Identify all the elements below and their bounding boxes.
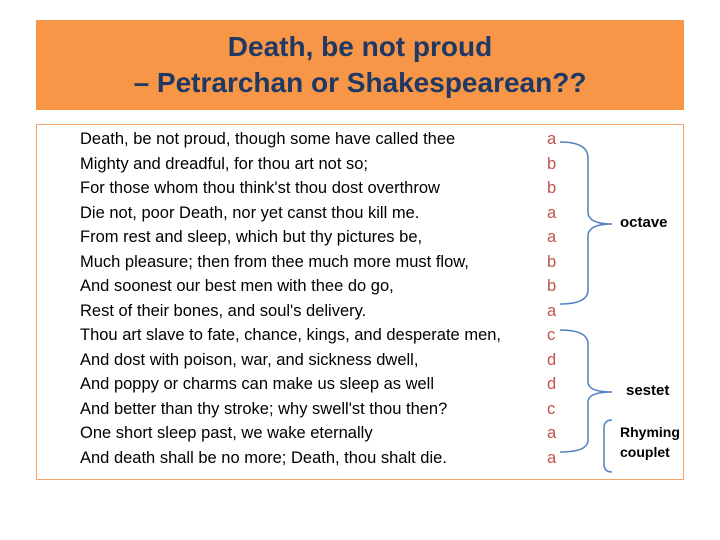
poem-line-text: From rest and sleep, which but thy pictures be,	[80, 228, 423, 246]
rhyme-letter: b	[547, 277, 557, 295]
rhyme-letter: c	[547, 399, 556, 418]
rhyme-letter: d	[547, 375, 557, 393]
rhyme-letter: d	[547, 350, 557, 369]
slide-title-line-2: – Petrarchan or Shakespearean??	[133, 67, 587, 98]
poem-line-text: And poppy or charms can make us sleep as well	[80, 375, 435, 393]
rhyme-letter: c	[547, 326, 556, 344]
poem-line-text: Rest of their bones, and soul's delivery.	[80, 301, 367, 320]
poem-line-text: One short sleep past, we wake eternally	[80, 424, 373, 442]
couplet-label	[620, 422, 680, 462]
rhyme-letter: b	[547, 179, 557, 197]
poem-line-text: And better than thy stroke; why swell'st thou then?	[80, 399, 448, 418]
rhyme-letter: a	[547, 203, 557, 222]
octave-label: octave	[620, 214, 668, 231]
poem-line-text: And death shall be no more; Death, thou shalt die.	[80, 448, 447, 467]
rhyme-letter: a	[547, 301, 557, 320]
poem-line-text: Mighty and dreadful, for thou art not so;	[80, 154, 369, 173]
poem-line-text: And dost with poison, war, and sickness dwell,	[80, 350, 419, 369]
slide-title-line-1: Death, be not proud	[227, 31, 493, 62]
rhyme-letter: a	[547, 130, 557, 148]
octave-bracket	[560, 142, 612, 304]
poem-line-text: Thou art slave to fate, chance, kings, and desperate men,	[80, 326, 501, 344]
poem-line-text: Much pleasure; then from thee much more must flow,	[80, 252, 469, 271]
rhyme-letter: a	[547, 448, 557, 467]
rhyme-letter: a	[547, 424, 557, 442]
rhyme-letter: b	[547, 252, 557, 271]
poem-line-text: Die not, poor Death, nor yet canst thou kill me.	[80, 203, 420, 222]
couplet-label-line-1: Rhyming	[620, 424, 680, 440]
rhyme-letter: a	[547, 228, 557, 246]
rhyme-letter: b	[547, 154, 557, 173]
couplet-bracket	[604, 420, 612, 472]
sestet-label: sestet	[626, 382, 670, 399]
poem-line-text: For those whom thou think'st thou dost overthrow	[80, 179, 440, 197]
poem-line-text: Death, be not proud, though some have called thee	[80, 130, 456, 148]
poem-line-text: And soonest our best men with thee do go,	[80, 277, 394, 295]
couplet-label-line-2: couplet	[620, 444, 670, 460]
